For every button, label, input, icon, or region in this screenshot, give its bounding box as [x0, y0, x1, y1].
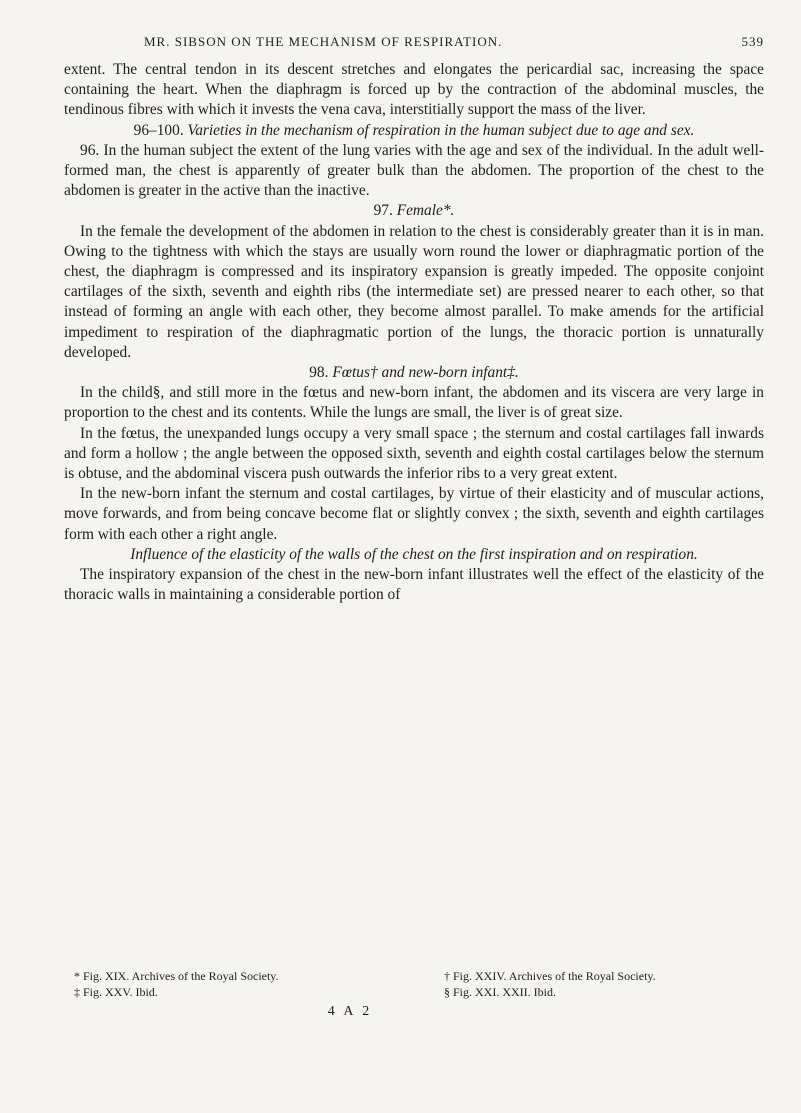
footnote-row	[64, 984, 764, 1000]
paragraph-98a: In the child§, and still more in the fœtus and new-born infant, the abdomen and its viscera are very large in proportion to the chest and its contents. While the lungs are small, the liver is of great size.	[64, 384, 764, 422]
footnote-3: ‡ Fig. XXV. Ibid.	[74, 985, 158, 999]
subheading-number: 97.	[373, 202, 393, 220]
subheading-title: Female*.	[396, 202, 455, 220]
paragraph-97: In the female the development of the abdomen in relation to the chest is considerably greater than it is in man. Owing to the tightness with which the stays are usually worn round the lower or diaphragmatic portion of the chest, the diaphragm is compressed and its inspiratory expansion is greatly impeded. The opposite conjoint cartilages of the sixth, seventh and eighth ribs (the intermediate set) are pressed nearer to each other, so that instead of forming an angle with each other, they become almost parallel. To make amends for the artificial impediment to respiration of the diaphragmatic portion of the lungs, the thoracic portion is unnaturally developed.	[64, 222, 764, 361]
footnote-1: * Fig. XIX. Archives of the Royal Society.	[74, 969, 279, 983]
footnote-row	[64, 968, 764, 984]
page-number: 539	[741, 34, 764, 49]
subheading-98	[64, 363, 764, 383]
footnotes	[64, 968, 764, 1000]
paragraph-continuation: extent. The central tendon in its descent stretches and elongates the pericardial sac, increasing the space containing the heart. When the diaphragm is forced up by the contraction of the abdominal muscles, the tendinous fibres with which it invests the vena cava, interstitially support the mass of the liver.	[64, 61, 764, 119]
subheading-97	[64, 201, 764, 221]
paragraph-98b: In the fœtus, the unexpanded lungs occupy a very small space ; the sternum and costal cartilages fall inwards and form a hollow ; the angle between the opposed sixth, seventh and eighth costal cartilages below the sternum is obtuse, and the abdominal viscera push outwards the inferior ribs to a very great extent.	[64, 424, 764, 483]
subheading-title: Fœtus† and new-born infant‡.	[332, 364, 519, 382]
section-title-96-100	[64, 121, 764, 141]
running-head-title: MR. SIBSON ON THE MECHANISM OF RESPIRATION.	[144, 34, 503, 49]
section-number: 96–100.	[133, 121, 184, 139]
paragraph-96: 96. In the human subject the extent of the lung varies with the age and sex of the individual. In the adult well-formed man, the chest is apparently of greater bulk than the abdomen. The proportion of the chest to the abdomen is greater in the active than the inactive.	[64, 141, 764, 200]
section-title-text: Varieties in the mechanism of respiration in the human subject due to age and sex.	[187, 121, 695, 139]
section-title-influence: Influence of the elasticity of the walls of the chest on the first inspiration and on respiration.	[130, 545, 698, 563]
footnote-4: § Fig. XXI. XXII. Ibid.	[444, 985, 556, 999]
paragraph-98c: In the new-born infant the sternum and costal cartilages, by virtue of their elasticity and of muscular actions, move forwards, and from being concave become flat or slightly convex ; the sixth, seventh and eighth cartilages form with each other a right angle.	[64, 485, 764, 543]
paragraph-influence: The inspiratory expansion of the chest in the new-born infant illustrates well the effect of the elasticity of the thoracic walls in maintaining a considerable portion of	[64, 566, 764, 604]
subheading-number: 98.	[309, 364, 329, 382]
body-text	[64, 60, 764, 605]
signature-mark: 4 A 2	[327, 1004, 373, 1019]
footnote-2: † Fig. XXIV. Archives of the Royal Society.	[444, 969, 656, 983]
